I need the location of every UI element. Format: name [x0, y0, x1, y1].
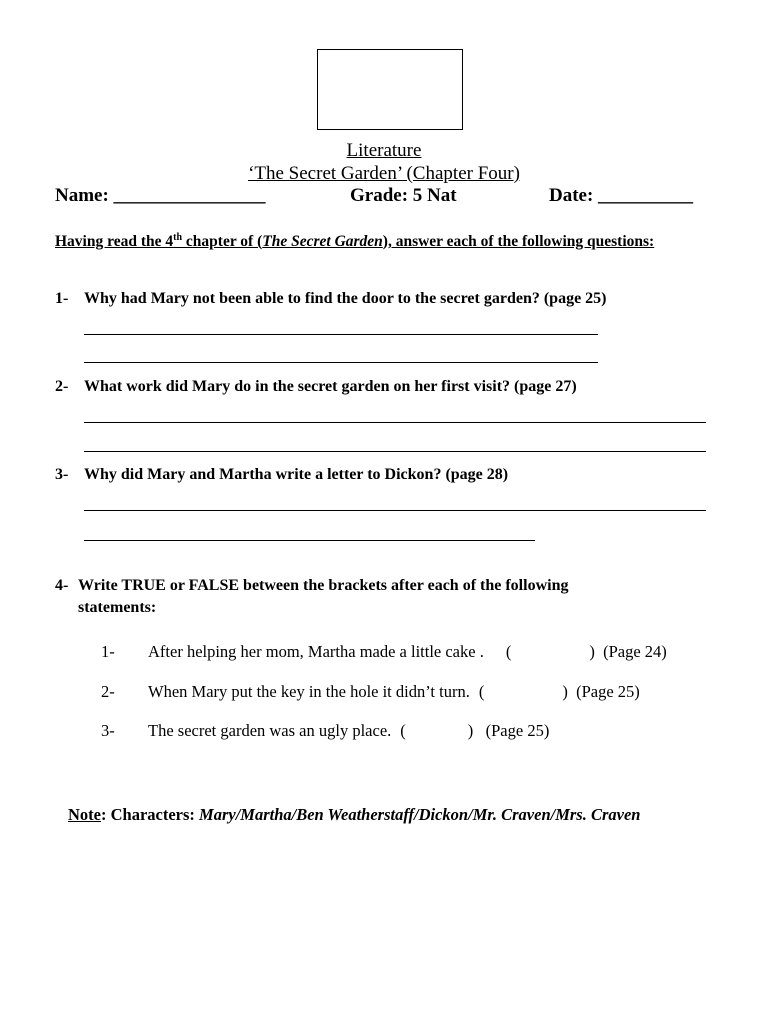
question-3: 3- Why did Mary and Martha write a letter to Dickon? (page 28) [55, 466, 509, 483]
answer-line[interactable] [84, 540, 535, 541]
name-field[interactable]: Name: ________________ [55, 185, 266, 206]
answer-line[interactable] [84, 451, 706, 452]
date-field[interactable]: Date: __________ [549, 185, 694, 206]
subject-heading: Literature [346, 140, 422, 161]
worksheet-title: ‘The Secret Garden’ (Chapter Four) [248, 163, 520, 184]
question-4: 4- Write TRUE or FALSE between the brackets after each of the following statements: [55, 577, 569, 616]
question-1: 1- Why had Mary not been able to find the door to the secret garden? (page 25) [55, 290, 607, 307]
answer-line[interactable] [84, 362, 598, 363]
logo-placeholder-box [317, 49, 463, 130]
answer-line[interactable] [84, 334, 598, 335]
question-2: 2- What work did Mary do in the secret garden on her first visit? (page 27) [55, 378, 577, 395]
answer-line[interactable] [84, 510, 706, 511]
statement-1: 1- After helping her mom, Martha made a little cake . ( ) (Page 24) [101, 642, 667, 661]
instructions: Having read the 4th chapter of (The Secret Garden), answer each of the following questions: [55, 232, 655, 251]
note: Note: Characters: Mary/Martha/Ben Weatherstaff/Dickon/Mr. Craven/Mrs. Craven [68, 805, 641, 824]
grade-label: Grade: 5 Nat [350, 185, 457, 206]
statement-2: 2- When Mary put the key in the hole it didn’t turn. ( ) (Page 25) [101, 682, 640, 701]
statement-3: 3- The secret garden was an ugly place. ( ) (Page 25) [101, 721, 550, 740]
answer-line[interactable] [84, 422, 706, 423]
